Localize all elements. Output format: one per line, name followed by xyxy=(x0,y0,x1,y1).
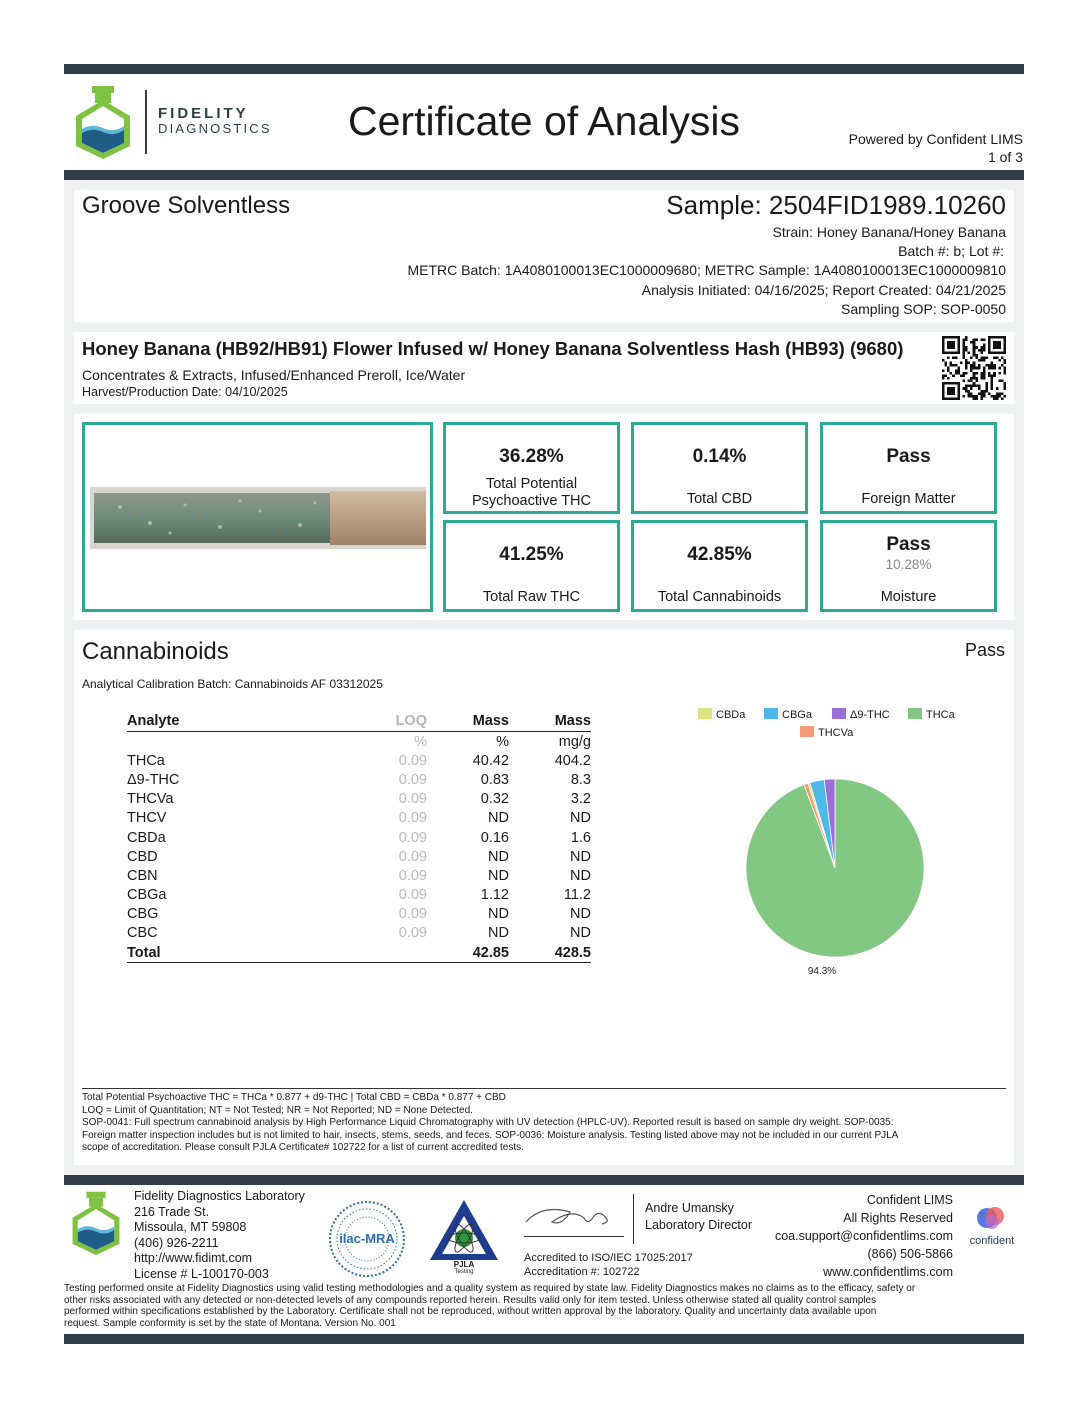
loq-cell: 0.09 xyxy=(398,848,427,865)
table-row xyxy=(127,905,591,924)
summary-panel xyxy=(74,414,1014,620)
analyte-cell: CBD xyxy=(127,848,158,865)
legend-label: THCVa xyxy=(818,727,854,739)
total-mass-mg: 428.5 xyxy=(509,943,591,963)
confident-rights: All Rights Reserved xyxy=(843,1211,953,1225)
lab-website[interactable]: http://www.fidimt.com xyxy=(134,1251,253,1265)
table-row xyxy=(127,809,591,828)
pjla-logo xyxy=(428,1198,500,1278)
confident-name: Confident LIMS xyxy=(866,1193,953,1207)
confident-phone: (866) 506-5866 xyxy=(867,1247,953,1261)
mass-pct-cell: ND xyxy=(488,867,509,884)
mass-pct-cell: ND xyxy=(488,906,509,923)
foreign-matter-value: Pass xyxy=(886,446,931,467)
footnote-divider xyxy=(82,1088,1006,1089)
loq-cell: 0.09 xyxy=(398,829,427,846)
table-row xyxy=(127,828,591,847)
disclaimer-line-1: Testing performed onsite at Fidelity Diagnostics using valid testing methodologies and a quality system as required by state law. Fidelity Diagnostics makes no claims as to the efficacy, safety or xyxy=(64,1283,916,1294)
loq-cell: 0.09 xyxy=(398,925,427,942)
unit-analyte xyxy=(127,732,267,752)
legend-label: CBGa xyxy=(782,709,812,721)
mass-mg-cell: ND xyxy=(570,906,591,923)
footer-top-bar xyxy=(64,1175,1024,1185)
product-name: Honey Banana (HB92/HB91) Flower Infused w/ Honey Banana Solventless Hash (HB93) (9680) xyxy=(82,338,904,359)
mass-mg-cell: 404.2 xyxy=(554,752,591,769)
analyte-cell: CBN xyxy=(127,867,158,884)
footer-logo-icon xyxy=(68,1190,124,1256)
harvest-date: Harvest/Production Date: 04/10/2025 xyxy=(82,385,288,399)
total-thc-label-1: Total Potential xyxy=(485,476,578,492)
analyte-cell: CBG xyxy=(127,906,159,923)
table-row xyxy=(127,886,591,905)
total-cbd-card xyxy=(631,422,808,514)
total-raw-thc-card xyxy=(443,520,620,612)
header-analyte: Analyte xyxy=(127,712,267,732)
total-cbd-label: Total CBD xyxy=(686,491,753,507)
pie-data-label: 94.3% xyxy=(807,966,837,977)
total-cbd-value: 0.14% xyxy=(692,446,747,467)
cannabinoids-title: Cannabinoids xyxy=(82,638,229,665)
analyte-cell: THCV xyxy=(127,810,167,827)
header-mass-pct: Mass xyxy=(427,712,509,732)
total-loq xyxy=(267,943,427,963)
top-bar xyxy=(64,64,1024,74)
sampling-sop: Sampling SOP: SOP-0050 xyxy=(841,301,1006,317)
total-label: Total xyxy=(127,943,267,963)
strain: Strain: Honey Banana/Honey Banana xyxy=(772,224,1006,240)
total-mass-pct: 42.85 xyxy=(427,943,509,963)
confident-logo-icon xyxy=(976,1204,1008,1232)
mass-mg-cell: 8.3 xyxy=(570,771,591,788)
confident-logo-text: confident xyxy=(969,1235,1015,1247)
logo-text-fidelity: FIDELITY xyxy=(158,105,249,122)
mass-pct-cell: ND xyxy=(488,925,509,942)
moisture-label: Moisture xyxy=(880,589,937,605)
director-title: Laboratory Director xyxy=(645,1218,752,1232)
lab-address xyxy=(134,1189,305,1282)
confident-website[interactable]: www.confidentlims.com xyxy=(823,1265,953,1279)
disclaimer xyxy=(64,1283,1024,1329)
footnotes xyxy=(82,1092,1012,1155)
unit-mass-mg: mg/g xyxy=(558,733,591,750)
client-panel xyxy=(74,190,1014,322)
total-cannabinoids-card xyxy=(631,520,808,612)
confident-contact xyxy=(740,1191,953,1281)
signature-line xyxy=(524,1236,624,1237)
moisture-card xyxy=(820,520,997,612)
sample-id: Sample: 2504FID1989.10260 xyxy=(666,190,1006,220)
pjla-text: PJLA xyxy=(453,1260,475,1269)
pjla-sub: Testing xyxy=(454,1269,474,1275)
foreign-matter-label: Foreign Matter xyxy=(861,491,956,507)
total-thc-label-2: Psychoactive THC xyxy=(472,493,591,509)
total-cannabinoids-value: 42.85% xyxy=(687,544,752,565)
loq-cell: 0.09 xyxy=(398,887,427,904)
loq-cell: 0.09 xyxy=(398,867,427,884)
units-row xyxy=(127,732,591,752)
fidelity-logo-icon xyxy=(72,84,134,160)
total-raw-thc-value: 41.25% xyxy=(499,544,564,565)
table-header-row xyxy=(127,712,591,732)
client-name: Groove Solventless xyxy=(82,192,291,219)
mass-mg-cell: ND xyxy=(570,925,591,942)
legend-label: THCa xyxy=(926,709,955,721)
analyte-cell: Δ9-THC xyxy=(127,771,180,788)
accreditation-number: Accreditation #: 102722 xyxy=(524,1266,640,1278)
footnote-method-1: SOP-0041: Full spectrum cannabinoid analysis by High Performance Liquid Chromatography with UV detection (HPLC-UV). Reported result is based on sample dry weight. SOP-0035: xyxy=(82,1117,894,1128)
lab-street: 216 Trade St. xyxy=(134,1204,210,1219)
director-name: Andre Umansky xyxy=(645,1201,734,1215)
lab-license: License # L-100170-003 xyxy=(134,1266,269,1281)
lab-name: Fidelity Diagnostics Laboratory xyxy=(134,1189,305,1203)
footnote-method-3: scope of accreditation. Please consult PJLA Certificate# 102722 for a list of current accredited tests. xyxy=(82,1142,524,1153)
batch-lot: Batch #: b; Lot #: xyxy=(898,243,1004,259)
confident-email[interactable]: coa.support@confidentlims.com xyxy=(774,1229,953,1243)
analyte-cell: THCa xyxy=(127,752,165,769)
mass-mg-cell: 11.2 xyxy=(563,887,591,904)
header-loq: LOQ xyxy=(267,712,427,732)
accredited-iso: Accredited to ISO/IEC 17025:2017 xyxy=(524,1252,693,1264)
mass-pct-cell: 0.16 xyxy=(480,829,509,846)
loq-cell: 0.09 xyxy=(398,906,427,923)
loq-cell: 0.09 xyxy=(398,810,427,827)
loq-cell: 0.09 xyxy=(398,752,427,769)
table-row xyxy=(127,924,591,943)
total-thc-value: 36.28% xyxy=(499,446,564,467)
moisture-percent: 10.28% xyxy=(885,557,932,572)
disclaimer-line-3: performed within specifications established by the Laboratory. Certificate shall not be reproduced, without written approval by the laboratory. Quality and uncertainty data available upon xyxy=(64,1306,877,1317)
mass-pct-cell: ND xyxy=(488,810,509,827)
header-bottom-bar xyxy=(64,170,1024,180)
page-title: Certificate of Analysis xyxy=(348,98,740,144)
qr-code-icon[interactable] xyxy=(942,336,1006,400)
moisture-value: Pass xyxy=(886,534,931,555)
mass-pct-cell: 0.83 xyxy=(480,771,509,788)
product-photo xyxy=(90,487,426,549)
legend-label: Δ9-THC xyxy=(850,709,890,721)
cannabinoid-pie-chart xyxy=(690,700,990,1000)
footnote-abbrev: LOQ = Limit of Quantitation; NT = Not Tested; NR = Not Reported; ND = None Detected. xyxy=(82,1104,473,1116)
lab-city: Missoula, MT 59808 xyxy=(134,1220,247,1234)
footnote-formula: Total Potential Psychoactive THC = THCa * 0.877 + d9-THC | Total CBD = CBDa * 0.877 + CBD xyxy=(82,1092,506,1103)
disclaimer-line-4: request. Sample conformity is set by the state of Montana. Version No. 001 xyxy=(64,1317,396,1329)
mass-pct-cell: 40.42 xyxy=(472,752,509,769)
legend-label: CBDa xyxy=(716,709,746,721)
logo-text-diagnostics: DIAGNOSTICS xyxy=(158,121,272,136)
disclaimer-line-2: other risks associated with any detected or non-detected levels of any compounds reported herein. Results valid only for item tested. Unless otherwise stated all quality control samples xyxy=(64,1294,877,1306)
mass-pct-cell: 1.12 xyxy=(480,887,509,904)
product-panel xyxy=(74,332,1014,404)
mass-mg-cell: 3.2 xyxy=(570,791,591,808)
analyte-cell: THCVa xyxy=(127,791,174,808)
unit-mass-pct: % xyxy=(496,733,509,750)
logo-divider xyxy=(145,90,147,154)
page-number: 1 of 3 xyxy=(987,149,1023,165)
mass-mg-cell: ND xyxy=(570,810,591,827)
product-category: Concentrates & Extracts, Infused/Enhanced Preroll, Ice/Water xyxy=(82,367,466,383)
foreign-matter-card xyxy=(820,422,997,514)
table-row xyxy=(127,770,591,789)
ilac-mra-text: ilac-MRA xyxy=(339,1231,395,1246)
table-row xyxy=(127,751,591,770)
analysis-dates: Analysis Initiated: 04/16/2025; Report Created: 04/21/2025 xyxy=(641,282,1006,298)
total-raw-thc-label: Total Raw THC xyxy=(482,589,581,605)
cannabinoids-table xyxy=(127,712,591,963)
ilac-mra-logo xyxy=(328,1200,406,1278)
table-row xyxy=(127,790,591,809)
loq-cell: 0.09 xyxy=(398,771,427,788)
powered-by: Powered by Confident LIMS xyxy=(848,131,1023,147)
signature-divider xyxy=(633,1194,634,1244)
metrc-info: METRC Batch: 1A4080100013EC1000009680; METRC Sample: 1A4080100013EC1000009810 xyxy=(407,262,1006,278)
footnote-method-2: Foreign matter inspection includes but is not limited to hair, insects, stems, seeds, and feces. SOP-0036: Moisture analysis. Testing listed above may not be included in our current PJLA xyxy=(82,1129,899,1141)
mass-pct-cell: ND xyxy=(488,848,509,865)
total-row xyxy=(127,943,591,963)
total-cannabinoids-label: Total Cannabinoids xyxy=(657,589,782,605)
calibration-batch: Analytical Calibration Batch: Cannabinoids AF 03312025 xyxy=(82,677,383,691)
mass-mg-cell: ND xyxy=(570,848,591,865)
lab-phone: (406) 926-2211 xyxy=(134,1235,219,1250)
mass-pct-cell: 0.32 xyxy=(480,791,509,808)
analyte-cell: CBC xyxy=(127,925,158,942)
director-signature xyxy=(522,1196,622,1236)
total-thc-card xyxy=(443,422,620,514)
table-row xyxy=(127,847,591,866)
footer-bottom-bar xyxy=(64,1334,1024,1344)
analyte-cell: CBDa xyxy=(127,829,166,846)
cannabinoids-status: Pass xyxy=(964,640,1005,660)
analyte-cell: CBGa xyxy=(127,887,167,904)
unit-loq: % xyxy=(414,733,427,750)
header-mass-mg: Mass xyxy=(509,712,591,732)
mass-mg-cell: ND xyxy=(570,867,591,884)
table-row xyxy=(127,866,591,885)
loq-cell: 0.09 xyxy=(398,791,427,808)
product-photo-frame xyxy=(82,422,433,612)
mass-mg-cell: 1.6 xyxy=(570,829,591,846)
